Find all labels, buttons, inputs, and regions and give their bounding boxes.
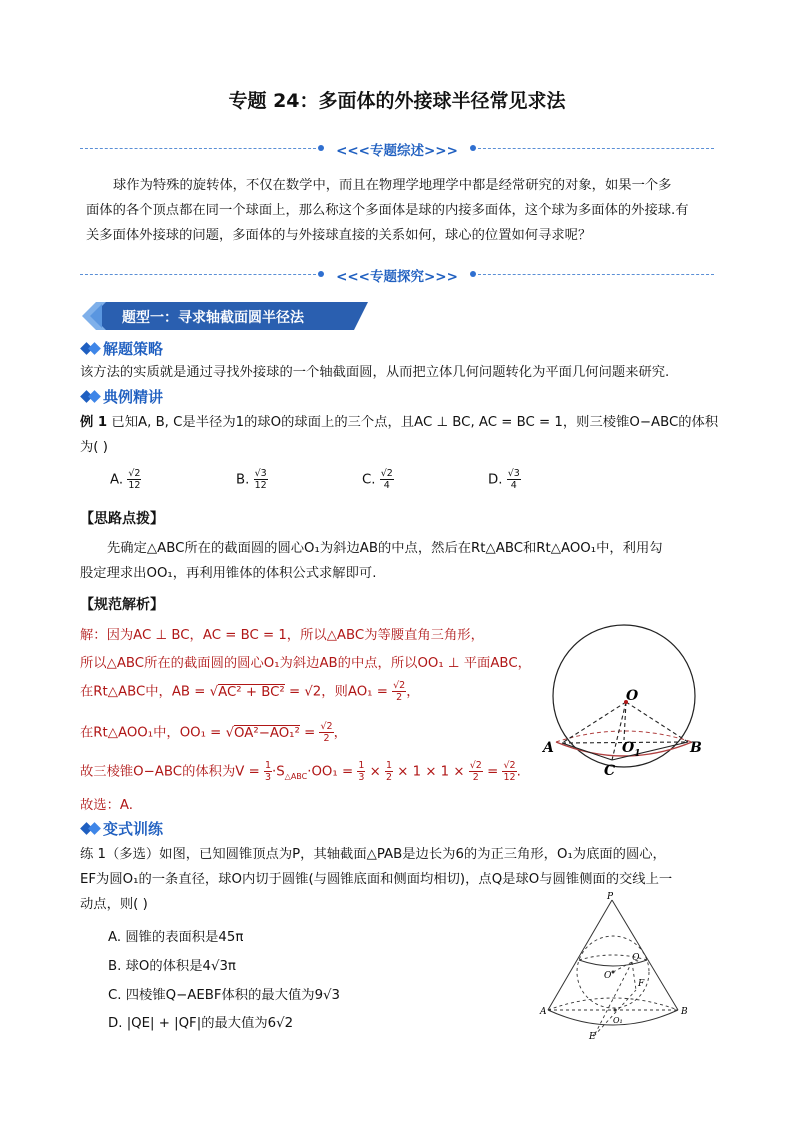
practice-line: 动点，则( ) — [80, 897, 148, 912]
option-letter: C. — [362, 472, 376, 488]
solution-text: ·S — [272, 764, 285, 780]
overview-line: 面体的各个顶点都在同一个球面上，那么称这个多面体是球的内接多面体，这个球为多面体的外接球.有 — [86, 203, 689, 218]
sqrt-radicand: OA²−AO₁² — [234, 725, 300, 741]
strategy-text: 该方法的实质就是通过寻找外接球的一个轴截面圆，从而把立体几何问题转化为平面几何问题来研究. — [80, 365, 670, 380]
sqrt-sign: √ — [225, 725, 235, 741]
denominator: 12 — [503, 772, 516, 783]
option-fraction — [507, 468, 521, 491]
diamond-icon — [88, 342, 101, 355]
solution-text: = — [299, 725, 320, 741]
example-1-line — [80, 410, 720, 435]
option-fraction — [380, 468, 394, 491]
hint-heading: 【思路点拨】 — [80, 511, 164, 527]
option-letter: B. — [236, 472, 250, 488]
label-O1-sub: 1 — [634, 749, 641, 759]
label-C: C — [604, 763, 616, 779]
example-1-label: 例 1 — [80, 415, 108, 430]
heading-example — [82, 386, 163, 407]
label-A: A — [543, 740, 554, 756]
banner-dot-right — [470, 145, 476, 151]
option-fraction — [254, 468, 268, 491]
solution-answer: 故选：A. — [80, 798, 133, 813]
solution-text: = √2，则AO₁ = — [284, 684, 393, 700]
denominator: 4 — [510, 480, 517, 491]
denominator: 12 — [254, 480, 267, 491]
numerator: √3 — [507, 468, 520, 479]
practice-option-b: B. 球O的体积是4√3π — [108, 959, 236, 974]
label-F: F — [638, 979, 645, 989]
denominator: 2 — [385, 772, 393, 783]
banner-dot-right — [470, 271, 476, 277]
sqrt-sign: √ — [209, 684, 219, 700]
overview-line: 关多面体外接球的问题，多面体的与外接球直接的关系如何，球心的位置如何寻求呢？ — [86, 228, 592, 243]
solution-line-2: 所以△ABC所在的截面圆的圆心O₁为斜边AB的中点，所以OO₁ ⊥ 平面ABC， — [80, 656, 531, 671]
overview-line: 球作为特殊的旋转体，不仅在数学中，而且在物理学地理学中都是经常研究的对象，如果一个多 — [113, 178, 672, 193]
fraction — [385, 760, 393, 783]
example-1-text: 已知A, B, C是半径为1的球O的球面上的三个点，且AC ⊥ BC, AC = BC = 1，则三棱锥O−ABC的体积 — [111, 415, 719, 430]
subscript: △ABC — [284, 772, 308, 782]
solution-line-4 — [80, 721, 347, 744]
numerator: √3 — [254, 468, 267, 479]
numerator: √2 — [503, 760, 516, 771]
option-d — [488, 468, 521, 491]
denominator: 2 — [472, 772, 479, 783]
label-E: E — [589, 1032, 596, 1040]
option-letter: D. — [488, 472, 503, 488]
solution-text: 故三棱锥O−ABC的体积为V = — [80, 764, 264, 780]
heading-strategy — [82, 338, 163, 359]
banner-title: <<<专题综述>>> — [336, 143, 458, 159]
numerator: 1 — [358, 760, 365, 771]
fraction — [264, 760, 272, 783]
heading-label: 变式训练 — [103, 820, 164, 838]
example-1-line: 为( ) — [80, 440, 108, 455]
diamond-icon — [88, 390, 101, 403]
label-B: B — [690, 740, 702, 756]
option-b — [236, 468, 268, 491]
fraction — [469, 760, 483, 783]
banner-line-right — [478, 274, 714, 275]
label-Q: Q — [632, 953, 640, 963]
numerator: √2 — [320, 721, 333, 732]
solution-heading: 【规范解析】 — [80, 597, 164, 613]
solution-text: 在Rt△AOO₁中，OO₁ = — [80, 725, 226, 741]
numerator: 1 — [385, 760, 393, 771]
numerator: 1 — [264, 760, 271, 771]
sqrt-radicand: AC² + BC² — [218, 684, 285, 700]
solution-text: = — [482, 764, 503, 780]
sphere-pyramid-figure — [540, 622, 720, 782]
solution-text: ， — [406, 684, 420, 700]
option-letter: A. — [110, 472, 124, 488]
denominator: 2 — [323, 733, 330, 744]
numerator: √2 — [469, 760, 482, 771]
type-header-label: 题型一：寻求轴截面圆半径法 — [122, 310, 304, 326]
label-A: A — [540, 1007, 547, 1017]
practice-line: EF为圆O₁的一条直径，球O内切于圆锥(与圆锥底面和侧面均相切)，点Q是球O与圆锥侧面的交线上一 — [80, 872, 673, 887]
banner-title: <<<专题探究>>> — [336, 269, 458, 285]
option-fraction — [127, 468, 141, 491]
numerator: √2 — [393, 680, 406, 691]
hint-line: 先确定△ABC所在的截面圆的圆心O₁为斜边AB的中点，然后在Rt△ABC和Rt△AOO₁中，利用勾 — [107, 541, 663, 556]
solution-text: × 1 × 1 × — [393, 764, 469, 780]
solution-text: × — [365, 764, 385, 780]
solution-line-1: 解：因为AC ⊥ BC，AC = BC = 1，所以△ABC为等腰直角三角形， — [80, 628, 484, 643]
solution-text: ， — [333, 725, 347, 741]
denominator: 4 — [383, 480, 390, 491]
heading-label: 解题策略 — [103, 340, 164, 358]
label-O: O — [626, 688, 639, 704]
label-B: B — [681, 1007, 688, 1017]
option-a — [110, 468, 141, 491]
practice-option-a: A. 圆锥的表面积是45π — [108, 930, 244, 945]
heading-label: 典例精讲 — [103, 388, 164, 406]
solution-line-3 — [80, 680, 420, 703]
denominator: 3 — [264, 772, 271, 783]
section-banner-overview — [80, 139, 714, 159]
cone-sphere-figure — [536, 890, 696, 1040]
fraction — [502, 760, 516, 783]
practice-option-c: C. 四棱锥Q−AEBF体积的最大值为9√3 — [108, 988, 340, 1003]
practice-option-d: D. |QE| + |QF|的最大值为6√2 — [108, 1016, 294, 1031]
fraction — [392, 680, 406, 703]
page-title: 专题 24：多面体的外接球半径常见求法 — [228, 90, 566, 112]
section-banner-explore — [80, 265, 714, 285]
fraction — [319, 721, 333, 744]
solution-text: 在Rt△ABC中，AB = — [80, 684, 210, 700]
hint-text — [80, 536, 720, 586]
option-c — [362, 468, 394, 491]
hint-line: 股定理求出OO₁，再利用锥体的体积公式求解即可. — [80, 566, 377, 581]
example-1-question — [80, 410, 720, 460]
solution-text: ·OO₁ = — [307, 764, 358, 780]
denominator: 3 — [358, 772, 365, 783]
practice-line: 练 1（多选）如图，已知圆锥顶点为P，其轴截面△PAB是边长为6的为正三角形，O₁为底面的圆心， — [80, 847, 666, 862]
denominator: 12 — [128, 480, 141, 491]
heading-practice — [82, 818, 163, 839]
diamond-icon — [88, 822, 101, 835]
overview-paragraph — [86, 173, 716, 248]
solution-text: . — [516, 764, 521, 780]
label-P: P — [607, 892, 614, 902]
numerator: √2 — [128, 468, 141, 479]
label-O1: O₁ — [613, 1016, 623, 1025]
label-O: O — [604, 971, 612, 981]
solution-line-5 — [80, 760, 521, 783]
denominator: 2 — [396, 692, 403, 703]
banner-line-right — [478, 148, 714, 149]
label-O1-main: O — [622, 740, 635, 756]
numerator: √2 — [380, 468, 393, 479]
